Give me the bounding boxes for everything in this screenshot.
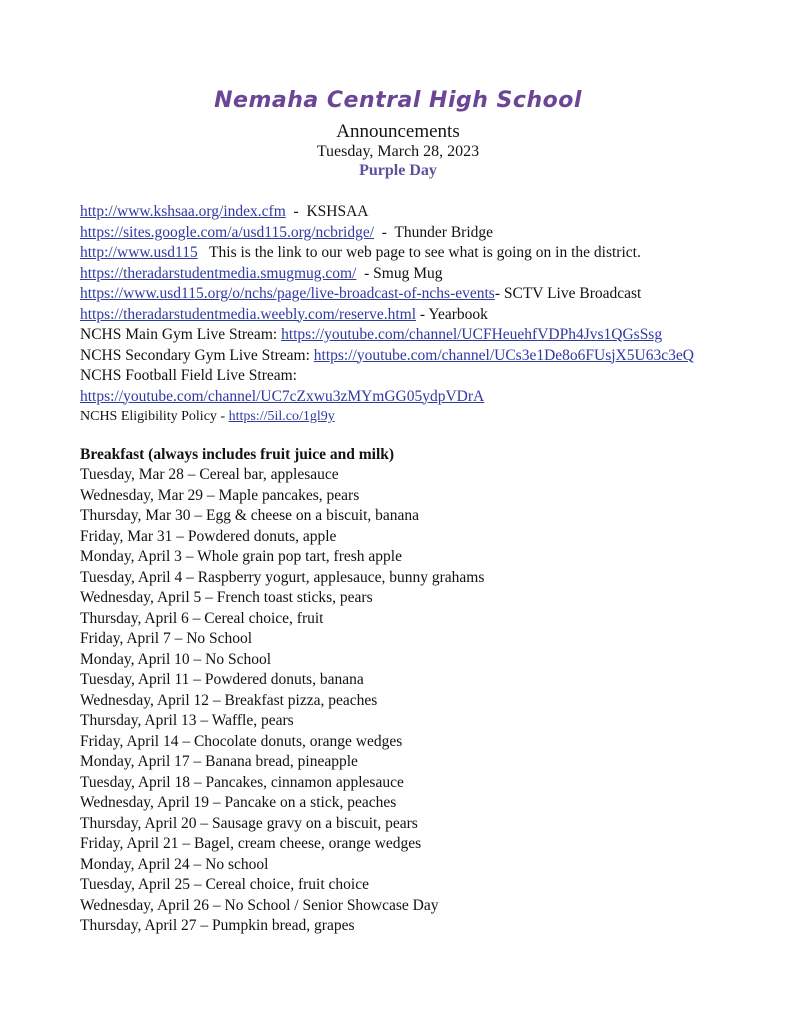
breakfast-item: Thursday, April 6 – Cereal choice, fruit xyxy=(80,609,324,627)
breakfast-item: Wednesday, April 12 – Breakfast pizza, peaches xyxy=(80,691,378,709)
date-line: Tuesday, March 28, 2023 xyxy=(316,143,480,160)
breakfast-item: Wednesday, April 19 – Pancake on a stick, peaches xyxy=(80,794,397,811)
hyperlink[interactable]: https://www.usd115.org/o/nchs/page/live-broadcast-of-nchs-events xyxy=(80,285,495,302)
hyperlink[interactable]: https://5il.co/1gl9y xyxy=(228,409,335,424)
breakfast-item: Monday, April 24 – No school xyxy=(80,855,269,873)
hyperlink[interactable]: http://www.usd115 xyxy=(80,244,198,261)
hyperlink[interactable]: https://youtube.com/channel/UC7cZxwu3zMYmGG05ydpVDrA xyxy=(80,387,485,405)
line-text: NCHS Eligibility Policy - xyxy=(80,409,229,424)
breakfast-item: Tuesday, April 4 – Raspberry yogurt, applesauce, bunny grahams xyxy=(80,568,485,586)
breakfast-item: Thursday, April 20 – Sausage gravy on a biscuit, pears xyxy=(80,814,418,832)
line-text: - KSHSAA xyxy=(285,203,369,220)
breakfast-item: Friday, April 14 – Chocolate donuts, orange wedges xyxy=(80,732,403,750)
line-text: - Smug Mug xyxy=(356,264,443,282)
page-title: Announcements xyxy=(336,121,460,142)
link-line xyxy=(80,346,716,367)
breakfast-menu-list xyxy=(80,465,716,937)
breakfast-item: Monday, April 17 – Banana bread, pineapple xyxy=(80,753,358,770)
document-header xyxy=(80,88,716,180)
breakfast-item: Tuesday, April 11 – Powdered donuts, banana xyxy=(80,671,364,688)
link-line xyxy=(80,243,716,264)
line-text: - Thunder Bridge xyxy=(374,223,493,241)
link-line xyxy=(80,264,716,285)
breakfast-item: Wednesday, Mar 29 – Maple pancakes, pears xyxy=(80,486,360,504)
breakfast-item: Thursday, April 13 – Waffle, pears xyxy=(80,712,294,729)
link-line xyxy=(80,325,716,346)
breakfast-item: Thursday, Mar 30 – Egg & cheese on a biscuit, banana xyxy=(80,507,420,524)
breakfast-item: Tuesday, April 25 – Cereal choice, fruit choice xyxy=(80,876,369,893)
line-text: NCHS Football Field Live Stream: xyxy=(80,367,297,384)
line-text: - Yearbook xyxy=(416,305,488,323)
line-text: NCHS Main Gym Live Stream: xyxy=(80,326,282,343)
link-line xyxy=(80,223,716,244)
document-body xyxy=(80,202,716,937)
breakfast-item: Friday, Mar 31 – Powdered donuts, apple xyxy=(80,527,337,545)
breakfast-item: Tuesday, April 18 – Pancakes, cinnamon applesauce xyxy=(80,773,404,791)
breakfast-section xyxy=(80,445,716,937)
line-text: - SCTV Live Broadcast xyxy=(494,285,642,302)
link-line xyxy=(80,305,716,326)
hyperlink[interactable]: https://theradarstudentmedia.weebly.com/reserve.html xyxy=(80,305,417,323)
breakfast-item: Wednesday, April 26 – No School / Senior Showcase Day xyxy=(80,896,439,914)
breakfast-item: Thursday, April 27 – Pumpkin bread, grapes xyxy=(80,917,355,934)
hyperlink[interactable]: https://youtube.com/channel/UCFHeuehfVDPh4Jvs1QGsSsg xyxy=(281,326,663,343)
breakfast-item: Friday, April 7 – No School xyxy=(80,630,253,647)
hyperlink[interactable]: https://youtube.com/channel/UCs3e1De8o6FUsjX5U63c3eQ xyxy=(313,346,694,364)
link-line xyxy=(80,284,716,305)
breakfast-item: Tuesday, Mar 28 – Cereal bar, applesauce xyxy=(80,466,339,483)
breakfast-heading: Breakfast (always includes fruit juice and milk) xyxy=(80,445,395,463)
link-line xyxy=(80,366,716,387)
link-line xyxy=(80,202,716,223)
link-line xyxy=(80,387,716,408)
breakfast-item: Monday, April 10 – No School xyxy=(80,650,272,668)
line-text: This is the link to our web page to see what is going on in the district. xyxy=(197,244,641,261)
breakfast-item: Monday, April 3 – Whole grain pop tart, fresh apple xyxy=(80,548,402,565)
links-section xyxy=(80,202,716,428)
hyperlink[interactable]: https://sites.google.com/a/usd115.org/ncbridge/ xyxy=(80,223,375,241)
hyperlink[interactable]: https://theradarstudentmedia.smugmug.com/ xyxy=(80,264,357,282)
hyperlink[interactable]: http://www.kshsaa.org/index.cfm xyxy=(80,203,286,220)
breakfast-item: Wednesday, April 5 – French toast sticks, pears xyxy=(80,589,373,606)
link-line xyxy=(80,407,716,428)
breakfast-item: Friday, April 21 – Bagel, cream cheese, orange wedges xyxy=(80,835,422,852)
day-label: Purple Day xyxy=(359,162,437,179)
line-text: NCHS Secondary Gym Live Stream: xyxy=(80,346,314,364)
school-name-title: Nemaha Central High School xyxy=(214,88,582,113)
